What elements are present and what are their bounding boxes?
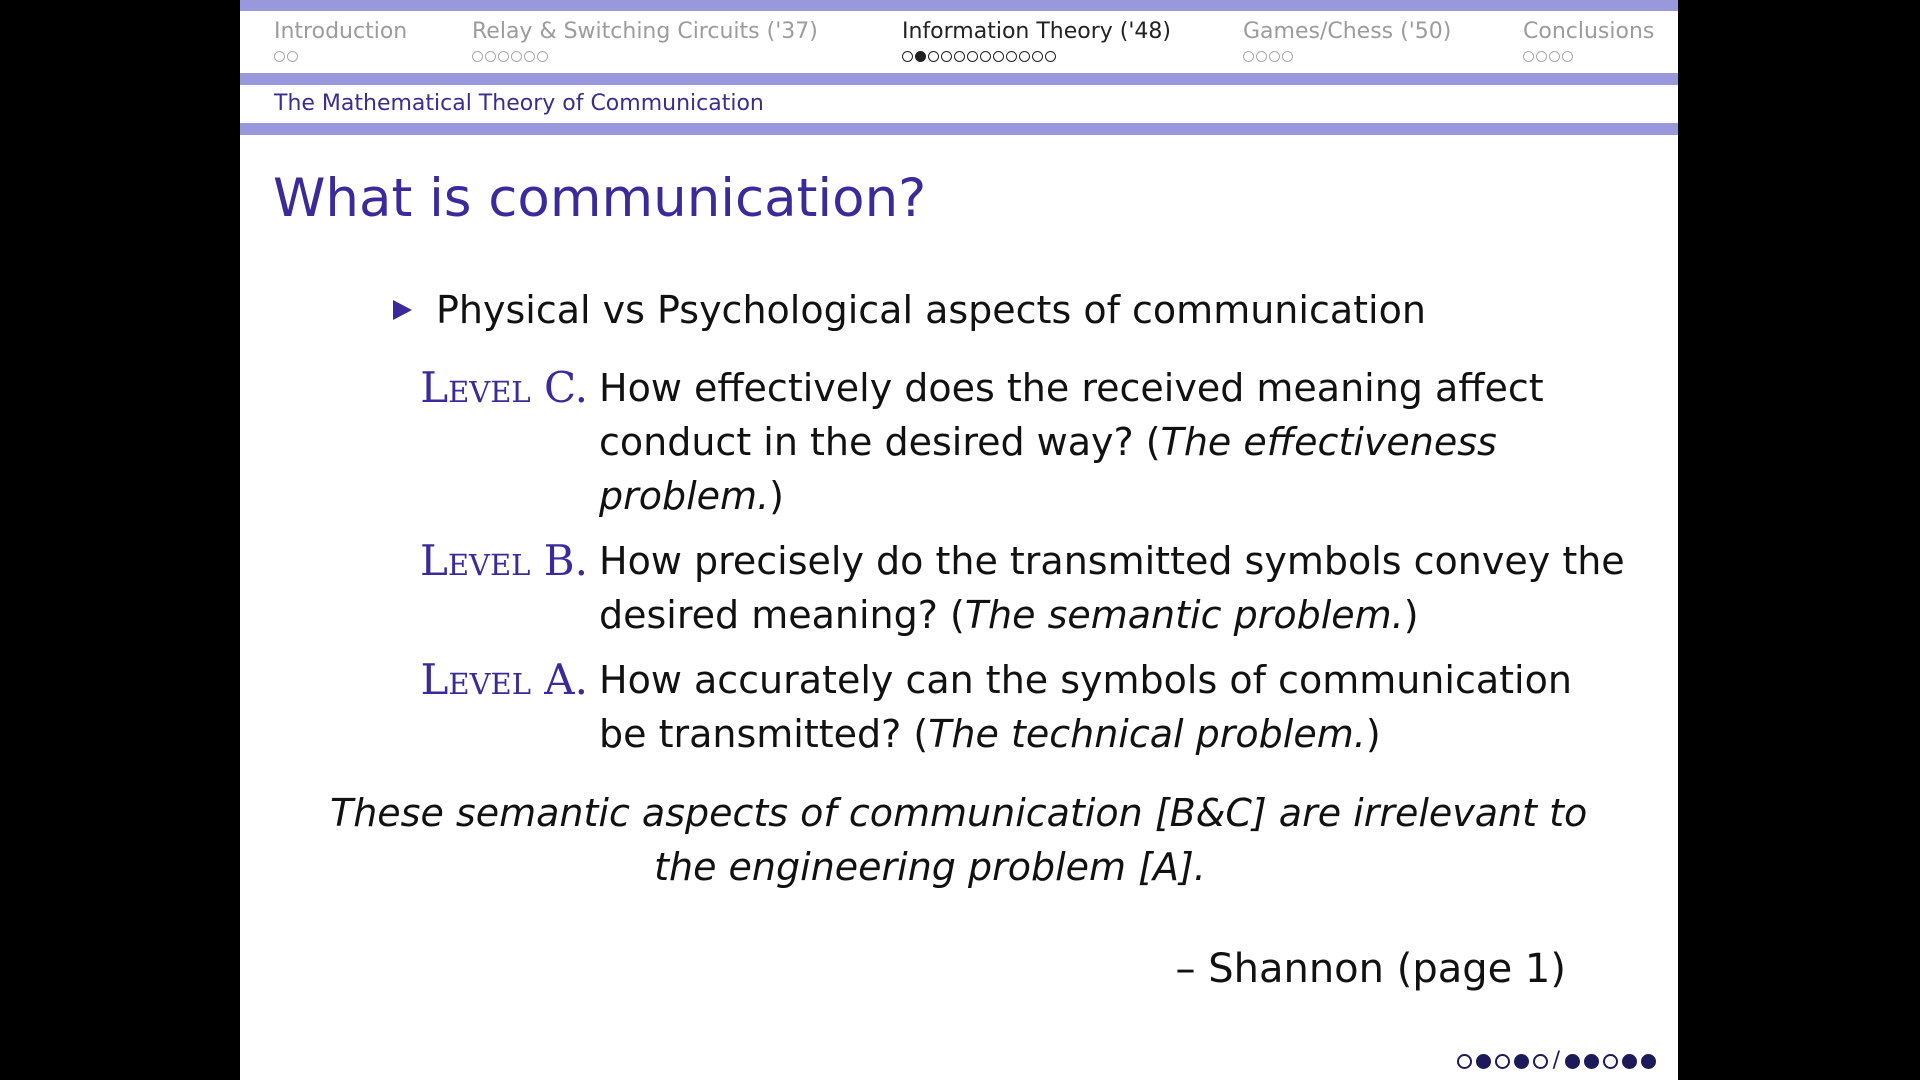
frame-dot[interactable] xyxy=(274,51,285,62)
frame-dot[interactable] xyxy=(941,51,952,62)
header-mid-bar xyxy=(240,73,1678,85)
level-text: desired meaning? ( xyxy=(599,593,965,637)
nav-circle-icon[interactable] xyxy=(1622,1054,1637,1069)
nav-section-introduction[interactable] xyxy=(274,17,407,69)
frame-dot[interactable] xyxy=(1536,51,1547,62)
header-top-bar xyxy=(240,0,1678,11)
level-text: conduct in the desired way? ( xyxy=(599,420,1161,464)
frame-dot[interactable] xyxy=(287,51,298,62)
slide xyxy=(240,0,1678,1080)
level-line xyxy=(599,707,1609,761)
level-line xyxy=(599,415,1609,469)
level-text: How effectively does the received meaning affect xyxy=(599,366,1544,410)
frame-dot[interactable] xyxy=(1523,51,1534,62)
nav-frame-dots xyxy=(902,49,1171,63)
level-label: Level B. xyxy=(420,536,588,585)
nav-circle-icon[interactable] xyxy=(1533,1054,1548,1069)
frame-dot[interactable] xyxy=(511,51,522,62)
level-label: Level A. xyxy=(420,655,588,704)
nav-frame-dots xyxy=(1243,49,1451,63)
quote-attribution: – Shannon (page 1) xyxy=(1175,946,1566,992)
level-line xyxy=(599,534,1625,588)
nav-circle-icon[interactable] xyxy=(1457,1054,1472,1069)
nav-section-label: Information Theory ('48) xyxy=(902,19,1171,44)
nav-frame-dots xyxy=(472,49,818,63)
frame-dot[interactable] xyxy=(472,51,483,62)
quote-line: These semantic aspects of communication [B&C] are irrelevant to xyxy=(330,791,1588,835)
frame-dot[interactable] xyxy=(1269,51,1280,62)
frame-dot[interactable] xyxy=(954,51,965,62)
nav-section-label: Conclusions xyxy=(1523,19,1655,44)
level-text: ) xyxy=(1365,712,1381,756)
header-bottom-bar xyxy=(240,123,1678,135)
frame-dot[interactable] xyxy=(1006,51,1017,62)
quote-line: the engineering problem [A]. xyxy=(654,845,1206,889)
level-body xyxy=(599,361,1609,523)
current-frame-dot[interactable] xyxy=(915,51,926,62)
nav-separator: / xyxy=(1552,1048,1560,1073)
frame-dot[interactable] xyxy=(1243,51,1254,62)
level-text: How accurately can the symbols of communication xyxy=(599,658,1572,702)
frame-dot[interactable] xyxy=(1045,51,1056,62)
bullet-item xyxy=(393,286,1426,334)
level-text: ) xyxy=(769,474,784,518)
nav-section-relay-switching[interactable] xyxy=(472,17,818,69)
frame-dot[interactable] xyxy=(524,51,535,62)
level-body xyxy=(599,534,1625,642)
frame-dot[interactable] xyxy=(993,51,1004,62)
frame-dot[interactable] xyxy=(1562,51,1573,62)
level-text: How precisely do the transmitted symbols convey the xyxy=(599,539,1625,583)
frame-navigation[interactable] xyxy=(1457,1048,1656,1073)
bullet-triangle-icon xyxy=(393,300,412,320)
nav-circle-icon[interactable] xyxy=(1495,1054,1510,1069)
frame-dot[interactable] xyxy=(902,51,913,62)
nav-circle-icon[interactable] xyxy=(1641,1054,1656,1069)
nav-circle-icon[interactable] xyxy=(1603,1054,1618,1069)
level-label: Level C. xyxy=(420,363,588,412)
frame-dot[interactable] xyxy=(980,51,991,62)
level-line xyxy=(599,653,1609,707)
level-body xyxy=(599,653,1609,761)
nav-circle-icon[interactable] xyxy=(1565,1054,1580,1069)
level-line xyxy=(599,361,1609,415)
nav-frame-dots xyxy=(1523,49,1654,63)
level-problem-name: The effectiveness xyxy=(1160,420,1497,464)
frame-dot[interactable] xyxy=(928,51,939,62)
nav-circle-icon[interactable] xyxy=(1584,1054,1599,1069)
frame-dot[interactable] xyxy=(498,51,509,62)
level-problem-name: The technical problem. xyxy=(928,712,1366,756)
frame-dot[interactable] xyxy=(485,51,496,62)
nav-section-label: Relay & Switching Circuits ('37) xyxy=(472,19,818,44)
level-line xyxy=(599,588,1609,642)
shannon-quote xyxy=(330,786,1588,894)
nav-circle-icon[interactable] xyxy=(1514,1054,1529,1069)
frame-dot[interactable] xyxy=(1282,51,1293,62)
frame-dot[interactable] xyxy=(1549,51,1560,62)
nav-section-information-theory[interactable] xyxy=(902,17,1171,69)
level-problem-name: problem. xyxy=(599,474,770,518)
frame-dot[interactable] xyxy=(967,51,978,62)
nav-section-label: Introduction xyxy=(274,19,408,44)
level-line xyxy=(599,469,1609,523)
subsection-title[interactable]: The Mathematical Theory of Communication xyxy=(274,91,764,116)
frame-dot[interactable] xyxy=(537,51,548,62)
nav-section-games-chess[interactable] xyxy=(1243,17,1451,69)
level-text: be transmitted? ( xyxy=(599,712,929,756)
bullet-text: Physical vs Psychological aspects of communication xyxy=(436,288,1426,332)
nav-section-label: Games/Chess ('50) xyxy=(1243,19,1452,44)
nav-frame-dots xyxy=(274,49,407,63)
frame-dot[interactable] xyxy=(1019,51,1030,62)
frame-dot[interactable] xyxy=(1032,51,1043,62)
nav-section-conclusions[interactable] xyxy=(1523,17,1654,69)
nav-circle-icon[interactable] xyxy=(1476,1054,1491,1069)
frame-title: What is communication? xyxy=(273,168,927,229)
frame-dot[interactable] xyxy=(1256,51,1267,62)
level-text: ) xyxy=(1403,593,1419,637)
level-problem-name: The semantic problem. xyxy=(964,593,1404,637)
